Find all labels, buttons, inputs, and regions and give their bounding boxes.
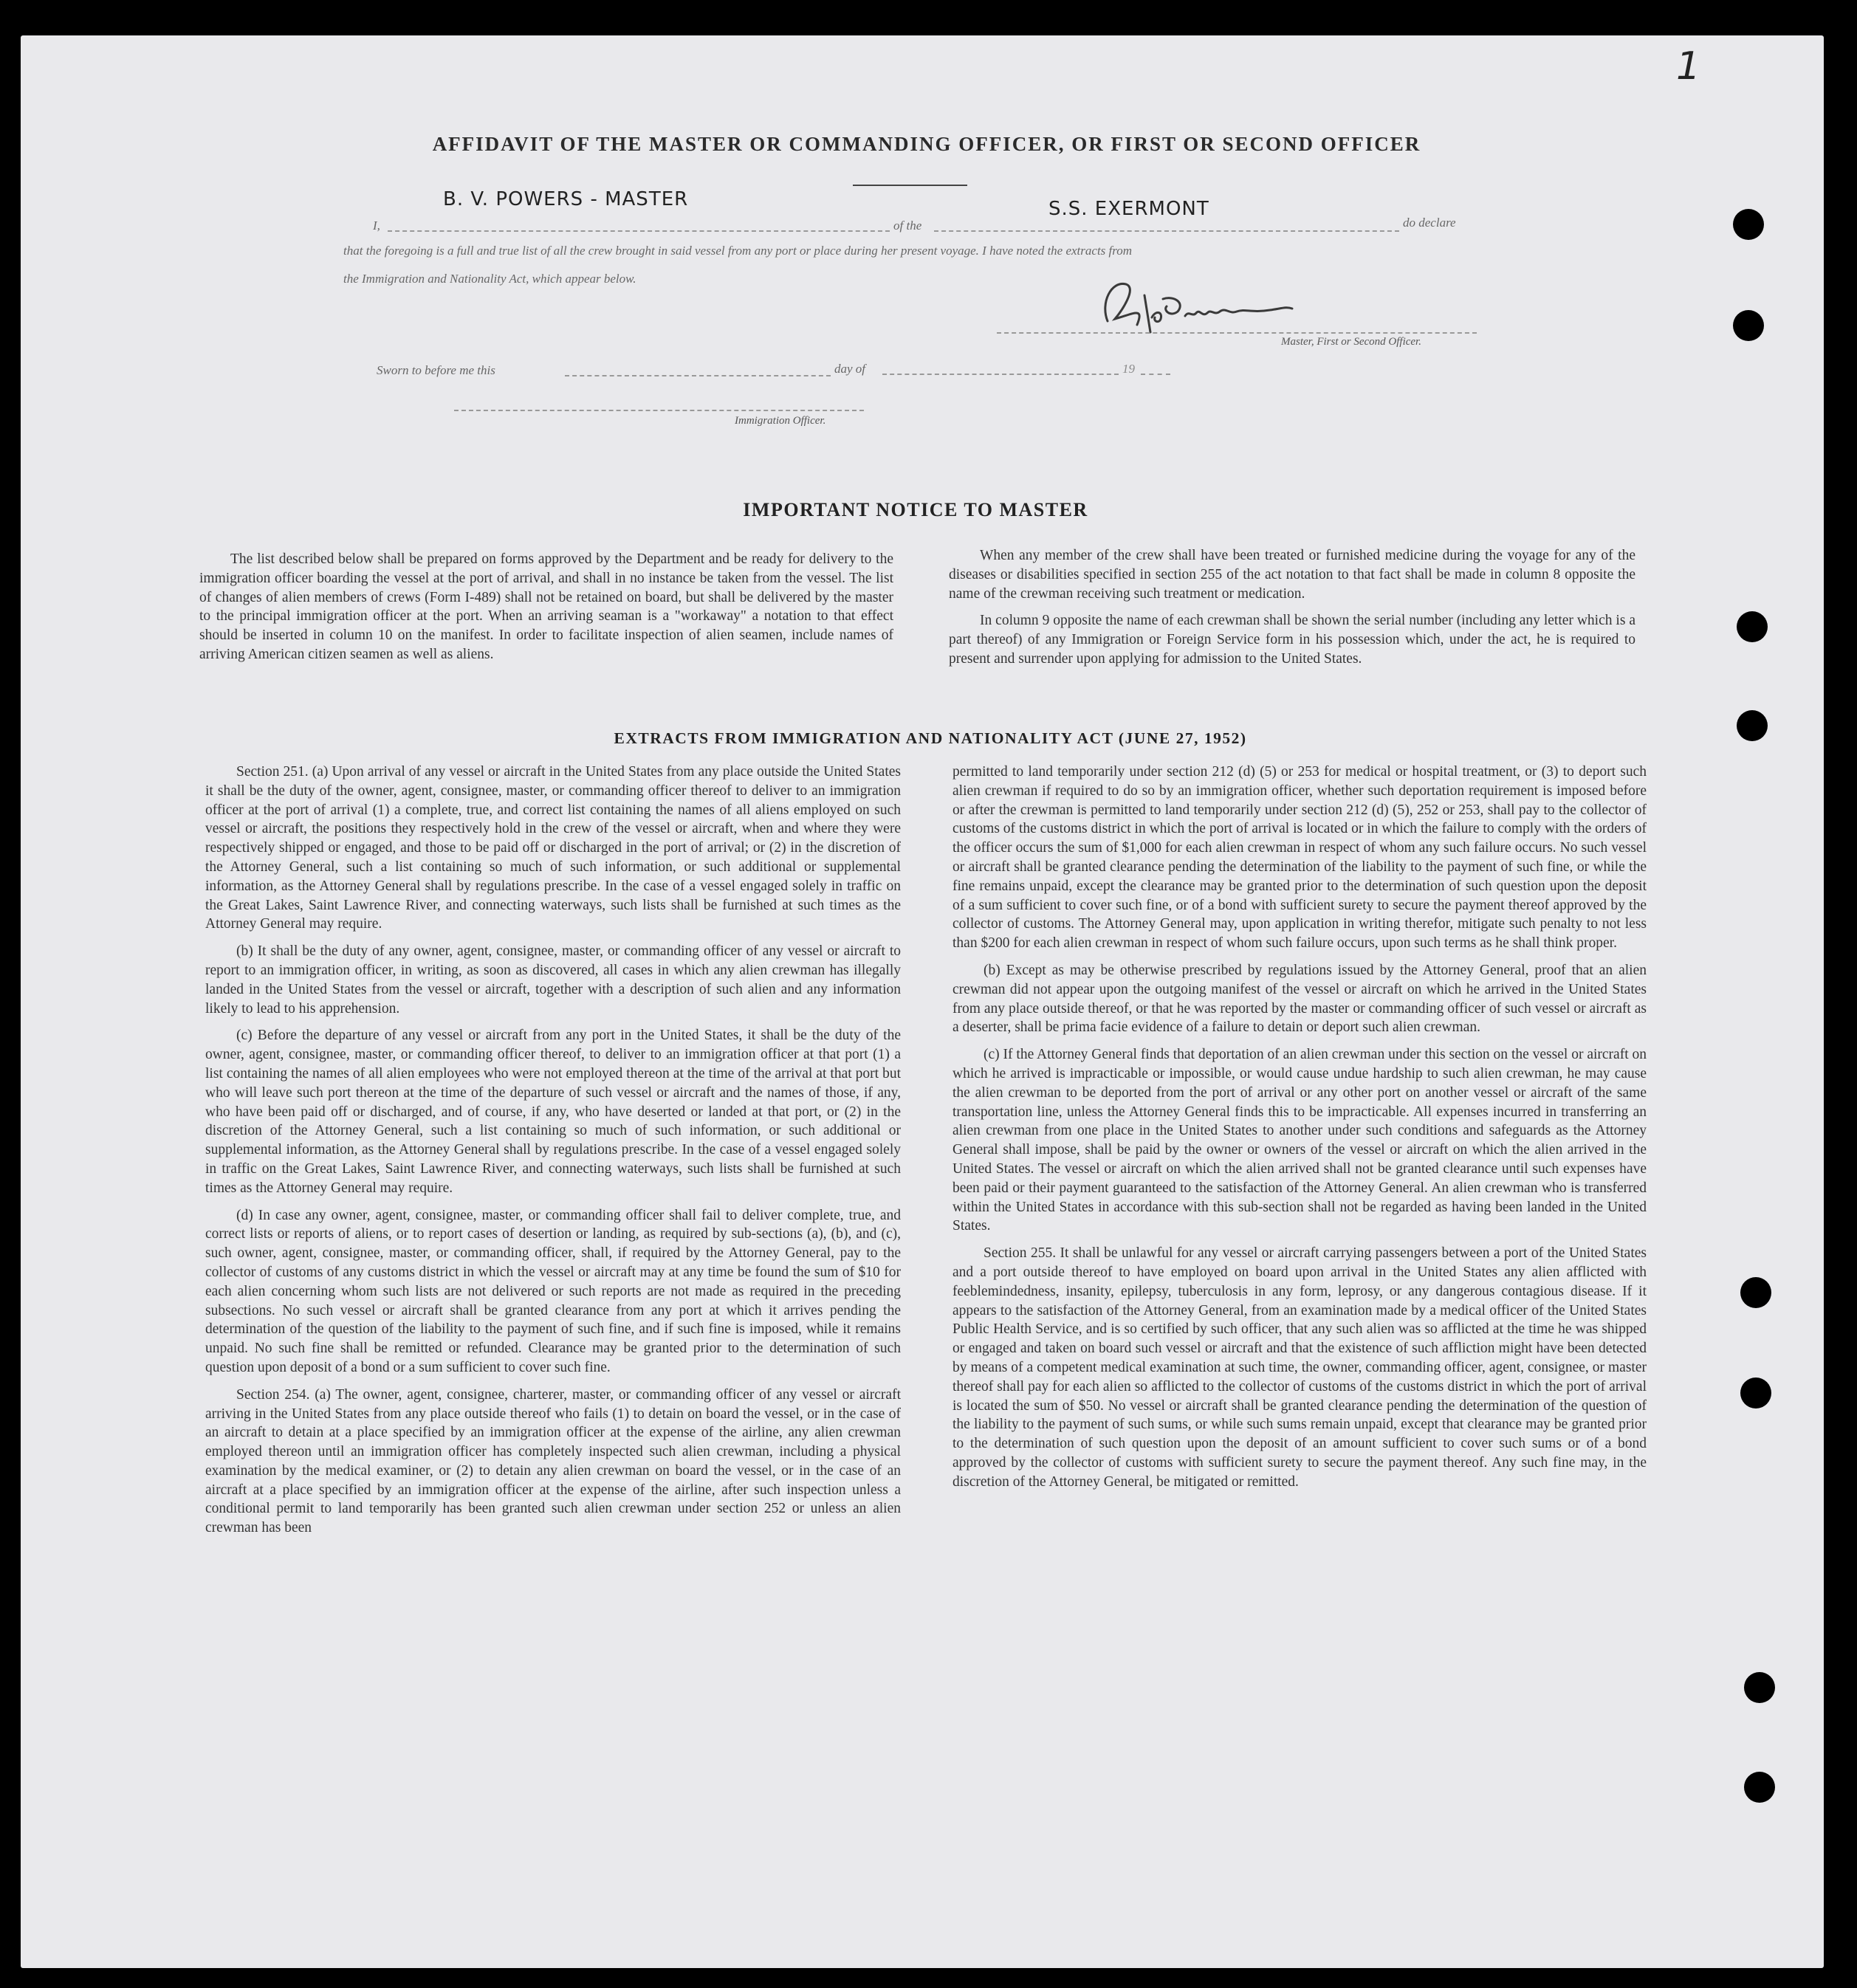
master-signature [1093, 266, 1300, 340]
act-paragraph: (b) It shall be the duty of any owner, agent, consignee, master, or commanding officer of any vessel or aircraft to report to an immigration officer, in writing, as soon as discovered, all cases in which any alien crewman has illegally landed in the United States from the vessel or aircraft, together with a description of such alien and any information likely to lead to his apprehension. [205, 943, 901, 1017]
signature-caption: Master, First or Second Officer. [1281, 336, 1421, 348]
declaration-line-3: the Immigration and Nationality Act, which appear below. [343, 272, 636, 286]
sworn-day-of: day of [834, 362, 866, 376]
typed-vessel-name: S.S. EXERMONT [1048, 198, 1209, 220]
notice-paragraph: In column 9 opposite the name of each crewman shall be shown the serial number (including any letter which is a part thereof) of any Immigration or Foreign Service form in his possession which, under the act, he is required to present and surrender upon applying for admission to the United States. [949, 613, 1635, 667]
extracts-left-column [205, 763, 901, 1546]
declaration-of-the: of the [893, 219, 922, 233]
act-paragraph: (c) Before the departure of any vessel or aircraft from any port in the United States, it shall be the duty of the owner, agent, consignee, master, or commanding officer thereof, to deliver to an immigration officer at that port (1) a list containing the names of all alien employees who were not employed thereon at the time of the arrival at that port but who will leave such port thereon at the time of the departure of such vessel or aircraft and the names of those, if any, who have been paid off or discharged, and of course, if any, who have deserted or landed at that port, or (2) in the discretion of the Attorney General, such a list containing so much of such information, or such additional or supplemental information, as the Attorney General shall by regulations prescribe. In the case of a vessel engaged solely in traffic on the Great Lakes, Saint Lawrence River, and connecting waterways, such lists shall be furnished at such times as the Attorney General may require. [205, 1028, 901, 1196]
notice-right-column [949, 546, 1635, 677]
extracts-right-column [952, 763, 1647, 1499]
binder-hole [1744, 1772, 1775, 1803]
sworn-date-blank [565, 375, 831, 376]
binder-hole [1737, 710, 1768, 741]
name-blank [388, 230, 890, 232]
binder-hole [1737, 611, 1768, 642]
binder-hole [1733, 209, 1764, 240]
vessel-blank [934, 230, 1399, 232]
declaration-line-2: that the foregoing is a full and true list of all the crew brought in said vessel from any port or place during her present voyage. I have noted the extracts from [343, 244, 1133, 258]
sworn-prefix: Sworn to before me this [377, 363, 495, 377]
act-paragraph: (b) Except as may be otherwise prescribed by regulations issued by the Attorney General, proof that an alien crewman did not appear upon the outgoing manifest of the vessel or aircraft on which he arrived in the United States from any place outside thereof, or that he was reported by the master or commanding officer of such vessel or aircraft as a deserter, shall be prima facie evidence of a failure to detain or deport such alien crewman. [952, 962, 1647, 1036]
act-paragraph: permitted to land temporarily under section 212 (d) (5) or 253 for medical or hospital treatment, or (3) to deport such alien crewman if required to do so by an immigration officer, whether such deportation requirement is imposed before or after the crewman is permitted to land temporarily under section 212 (d) (5), 252 or 253, shall pay to the collector of customs of the customs district in which the port of arrival is located or in which the failure to comply with the orders of the officer occurs the sum of $1,000 for each alien crewman in respect of whom any such failure occurs. No such vessel or aircraft shall be granted clearance pending the determination of the liability to the payment of such fine, or while the fine remains unpaid, except the clearance may be granted prior to the determination of such question upon the deposit of a sum sufficient to cover such fine, or of a bond with sufficient surety to secure the payment thereof approved by the collector of customs. The Attorney General may, upon application in writing therefor, mitigate such penalty to not less than $200 for each alien crewman in respect of whom such failure occurs, upon such terms as he shall think proper. [952, 764, 1647, 952]
declaration-i: I, [373, 219, 380, 233]
officer-caption: Immigration Officer. [735, 415, 826, 427]
binder-hole [1733, 310, 1764, 341]
act-paragraph: Section 254. (a) The owner, agent, consignee, charterer, master, or commanding officer of any vessel or aircraft arriving in the United States from any place outside thereof who fails (1) to detain on board the vessel, or in the case of an aircraft to detain at a place specified by an immigration officer at the expense of the airline, any alien crewman employed thereon until an immigration officer has completely inspected such alien crewman, including a physical examination by the medical examiner, or (2) to detain any alien crewman on board the vessel, or in the case of an aircraft at a place specified by an immigration officer at the expense of the airline, after such inspection unless a conditional permit to land temporarily has been granted such alien crewman under section 252 or unless an alien crewman has been [205, 1386, 901, 1536]
declaration-do-declare: do declare [1403, 216, 1456, 230]
signature-line [997, 332, 1477, 334]
act-paragraph: (c) If the Attorney General finds that deportation of an alien crewman under this section on the vessel or aircraft on which he arrived is impracticable or impossible, or would cause undue hardship to such alien crewman, he may cause the alien crewman to be deported from the port of arrival or any other port on another vessel or aircraft of the same transportation line, unless the Attorney General finds this to be impracticable. All expenses incurred in transferring an alien crewman from one place in the United States to another under such conditions and safeguards as the Attorney General shall impose, shall be paid by the owner or owners of the vessel or aircraft on which the alien arrived in the United States. The vessel or aircraft on which the alien arrived shall not be granted clearance until such expenses have been paid or their payment guaranteed to the satisfaction of the Attorney General. An alien crewman who is transferred within the United States in accordance with this sub-section shall not be regarded as having been landed in the United States. [952, 1047, 1647, 1234]
title-rule [853, 185, 967, 186]
extracts-heading: EXTRACTS FROM IMMIGRATION AND NATIONALITY ACT (JUNE 27, 1952) [614, 729, 1247, 747]
binder-hole [1740, 1277, 1771, 1308]
sworn-month-blank [882, 374, 1119, 375]
typed-master-name: B. V. POWERS - MASTER [443, 188, 689, 210]
act-paragraph: Section 255. It shall be unlawful for any vessel or aircraft carrying passengers between a port of the United States and a port outside thereof to have employed on board upon arrival in the United States any alien afflicted with feeblemindedness, insanity, epilepsy, tuberculosis in any form, leprosy, or any dangerous contagious disease. If it appears to the satisfaction of the Attorney General, from an examination made by a medical officer of the United States Public Health Service, and is so certified by such officer, that any such alien was so afflicted at the time he was shipped or engaged and taken on board such vessel or aircraft and that the existence of such affliction might have been detected by means of a competent medical examination at such time, the owner, commanding officer, agent, consignee, or master thereof shall pay for each alien so afflicted to the collector of customs of the customs district in which the port of arrival is located the sum of $50. No vessel or aircraft shall be granted clearance pending the determination of the question of the liability to the payment of such sums, or while such sums remain unpaid, except that clearance may be granted prior to the determination of such question upon the deposit of an amount sufficient to cover such sums or of a bond approved by the collector of customs with sufficient surety to secure the payment thereof. Any such fine may, in the discretion of the Attorney General, be mitigated or remitted. [952, 1245, 1647, 1490]
act-paragraph: Section 251. (a) Upon arrival of any vessel or aircraft in the United States from any place outside the United States it shall be the duty of the owner, agent, consignee, master, or commanding officer thereof to deliver to an immigration officer at the port of arrival (1) a complete, true, and correct list containing the names of all aliens employed on such vessel or aircraft, the positions they respectively hold in the crew of the vessel or aircraft, when and where they were respectively shipped or engaged, and those to be paid off or discharged in the port of arrival; or (2) in the discretion of the Attorney General, such a list containing so much of such information, or such additional or supplemental information, as the Attorney General shall by regulations prescribe. In the case of a vessel engaged solely in traffic on the Great Lakes, Saint Lawrence River, and connecting waterways, such lists shall be furnished at such times as the Attorney General may require. [205, 764, 901, 932]
notice-left-column [199, 550, 893, 673]
notice-paragraph: When any member of the crew shall have been treated or furnished medicine during the voyage for any of the diseases or disabilities specified in section 255 of the act notation to that fact shall be made in column 8 opposite the name of the crewman receiving such treatment or medication. [949, 548, 1635, 602]
sworn-year-blank [1141, 374, 1170, 375]
act-paragraph: (d) In case any owner, agent, consignee, master, or commanding officer shall fail to deliver complete, true, and correct lists or reports of aliens, or to report cases of desertion or landing, as required by sub-sections (a), (b), and (c), such owner, agent, consignee, master, or commanding officer, shall, if required by the Attorney General, pay to the collector of customs of any customs district in which the vessel or aircraft may at any time be found the sum of $10 for each alien concerning whom such lists are not delivered or such reports are not made as required in the preceding subsections. No such vessel or aircraft shall be granted clearance from any port at which it arrives pending the determination of the question of the liability to the payment of such fine, and if such fine is imposed, while it remains unpaid. No such fine shall be remitted or refunded. Clearance may be granted prior to the determination of such question upon deposit of a bond or a sum sufficient to cover such fine. [205, 1207, 901, 1375]
binder-hole [1740, 1378, 1771, 1409]
notice-paragraph: The list described below shall be prepared on forms approved by the Department and be ready for delivery to the immigration officer boarding the vessel at the port of arrival, and shall in no instance be taken from the vessel. The list of changes of alien members of crews (Form I-489) shall not be retained on board, but shall be delivered by the master to the principal immigration officer at the port. When an arriving seaman is a "workaway" a notation to that effect should be inserted in column 10 on the manifest. In order to facilitate inspection of alien seamen, include names of arriving American citizen seamen as well as aliens. [199, 551, 893, 662]
notice-heading: IMPORTANT NOTICE TO MASTER [743, 499, 1088, 520]
officer-signature-line [454, 410, 864, 411]
page-number-mark: 1 [1676, 44, 1701, 89]
binder-hole [1744, 1672, 1775, 1703]
sworn-year: 19 [1122, 362, 1135, 376]
affidavit-title: AFFIDAVIT OF THE MASTER OR COMMANDING OFFICER, OR FIRST OR SECOND OFFICER [432, 133, 1421, 155]
